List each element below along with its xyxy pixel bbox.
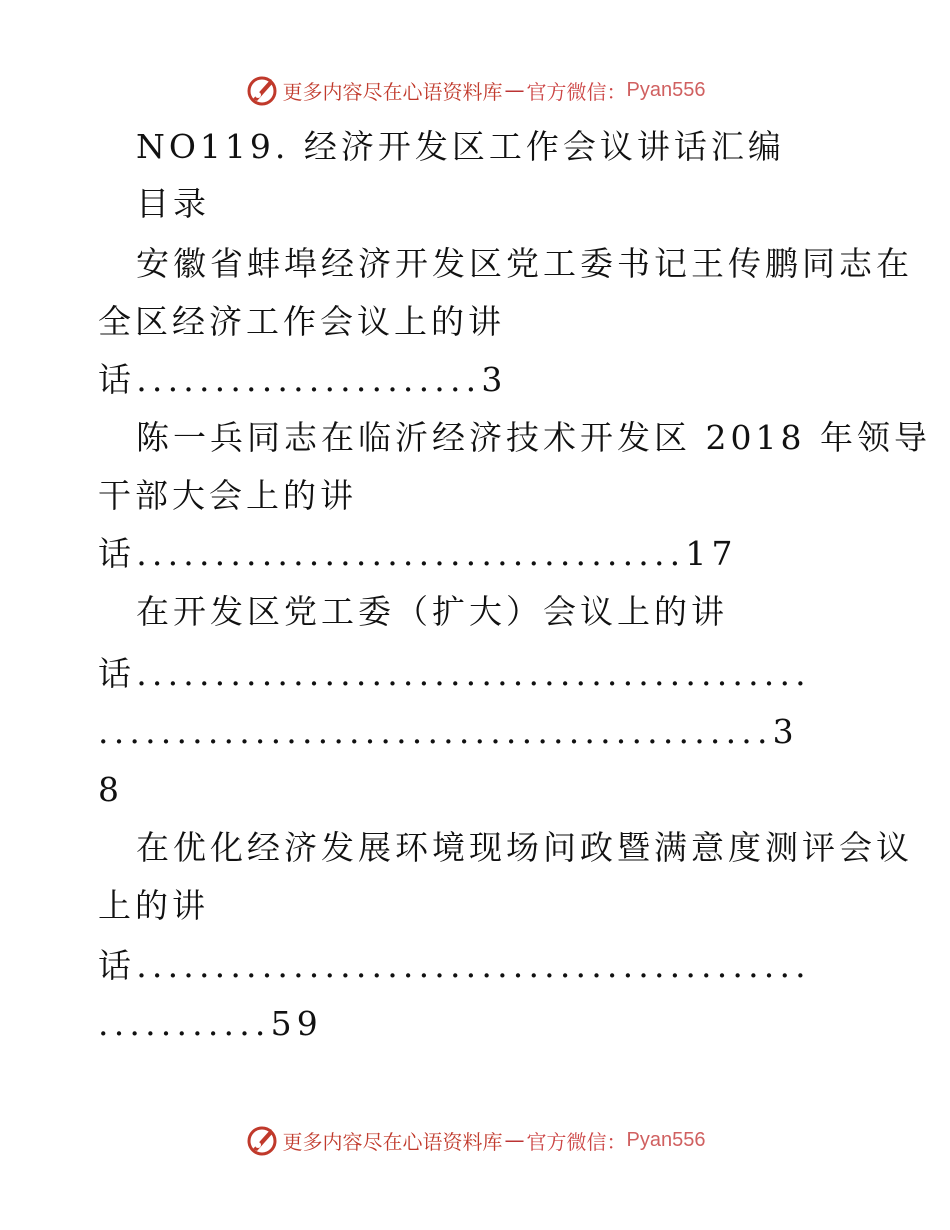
toc-entry-page-line: 话........................................... bbox=[98, 946, 811, 985]
doc-title: NO119. 经济开发区工作会议讲话汇编 bbox=[136, 127, 785, 166]
toc-entry-line: 干部大会上的讲 bbox=[98, 476, 357, 515]
toc-entry-line: 全区经济工作会议上的讲 bbox=[98, 302, 505, 341]
toc-entry-page-line: 话........................................... bbox=[98, 654, 811, 693]
toc-entry-line: 在优化经济发展环境现场问政暨满意度测评会议 bbox=[136, 828, 913, 867]
banner-handle: Pyan556 bbox=[626, 1128, 706, 1151]
toc-entry-page-line: 话......................3 bbox=[98, 360, 508, 399]
toc-entry-page-line: 8 bbox=[98, 770, 123, 809]
banner-wechat-label: 官方微信： bbox=[526, 1129, 627, 1154]
banner-handle: Pyan556 bbox=[626, 78, 706, 101]
banner-text: 更多内容尽在心语资料库 bbox=[282, 1129, 503, 1154]
toc-entry-line: 在开发区党工委（扩大）会议上的讲 bbox=[136, 592, 728, 631]
toc-entry-page-line: 话...................................17 bbox=[98, 534, 738, 573]
toc-entry-page-line: ...........59 bbox=[98, 1004, 323, 1043]
toc-entry-line: 上的讲 bbox=[98, 886, 209, 925]
banner-text: 更多内容尽在心语资料库 bbox=[282, 79, 503, 104]
banner-separator: — bbox=[504, 1128, 525, 1152]
banner-separator: — bbox=[504, 78, 525, 102]
quill-logo-icon bbox=[245, 73, 279, 107]
banner-wechat-label: 官方微信： bbox=[526, 79, 627, 104]
toc-entry-page-line: ...........................................3 bbox=[98, 712, 799, 751]
toc-heading: 目录 bbox=[136, 184, 210, 223]
header-banner bbox=[0, 70, 950, 110]
toc-entry-line: 安徽省蚌埠经济开发区党工委书记王传鹏同志在 bbox=[136, 244, 913, 283]
toc-entry-line: 陈一兵同志在临沂经济技术开发区 2018 年领导 bbox=[136, 418, 931, 457]
quill-logo-icon bbox=[245, 1123, 279, 1157]
footer-banner bbox=[0, 1120, 950, 1160]
